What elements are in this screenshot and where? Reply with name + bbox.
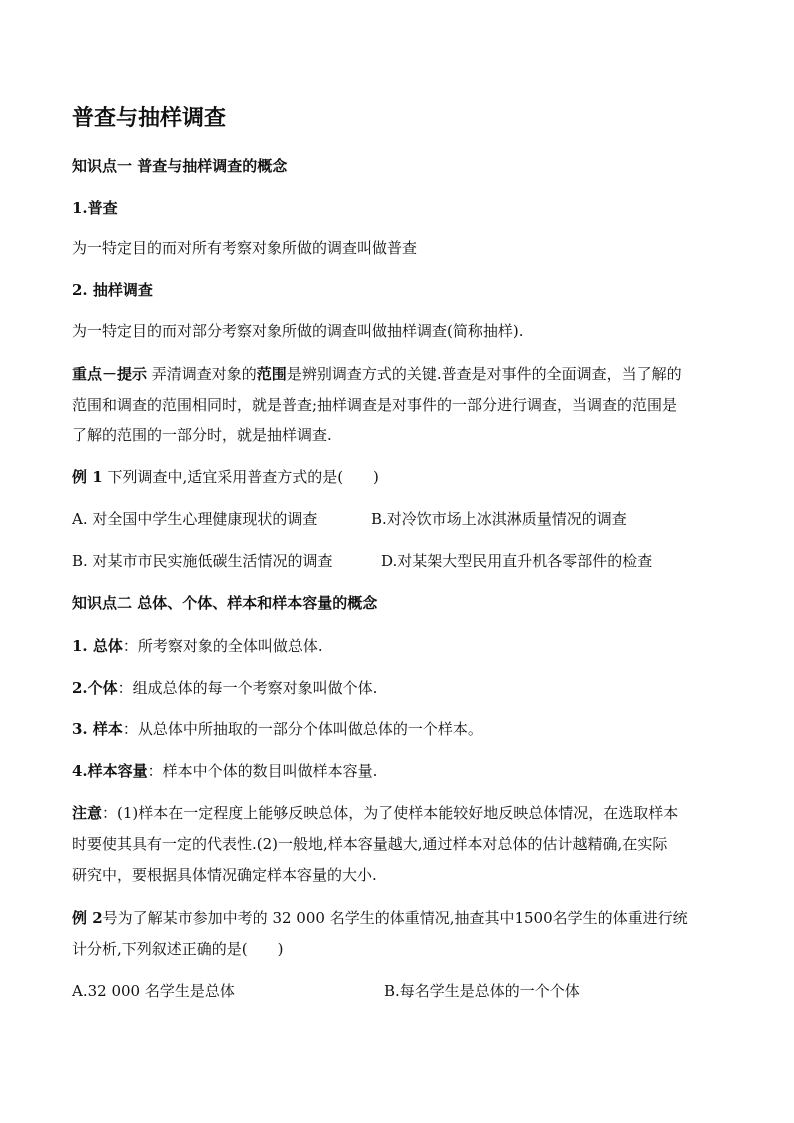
definition-individual-label: 2.个体	[72, 679, 118, 697]
caution-line-1	[72, 803, 678, 823]
definition-population-label: 1. 总体	[72, 637, 123, 655]
definition-sample-size-label: 4.样本容量	[72, 762, 148, 780]
example-1-option-d: D.对某架大型民用直升机各零部件的检查	[381, 552, 653, 570]
key-note-line-1	[72, 364, 682, 384]
definition-sample-label: 3. 样本	[72, 720, 123, 738]
caution-line-2: 时要使其具有一定的代表性.(2)一般地,样本容量越大,通过样本对总体的估计越精确,在实际	[72, 835, 668, 853]
caution-label: 注意	[72, 804, 103, 822]
definition-individual-text: ：组成总体的每一个考察对象叫做个体.	[117, 679, 378, 697]
example-1-text: 下列调查中,适宜采用普查方式的是( )	[102, 468, 379, 486]
definition-sample-size-text: ：样本中个体的数目叫做样本容量.	[147, 762, 378, 780]
definition-population-text: ：所考察对象的全体叫做总体.	[122, 637, 323, 655]
definition-sample-text: ：从总体中所抽取的一部分个体叫做总体的一个样本。	[122, 720, 483, 738]
example-2-question-line-1	[72, 908, 688, 928]
sampling-definition: 为一特定目的而对部分考察对象所做的调查叫做抽样调查(简称抽样).	[72, 322, 524, 340]
key-note-line-3: 了解的范围的一部分时，就是抽样调查.	[72, 426, 332, 444]
section-heading-2: 知识点二 总体、个体、样本和样本容量的概念	[72, 594, 378, 612]
definition-individual	[72, 678, 377, 698]
census-definition: 为一特定目的而对所有考察对象所做的调查叫做普查	[72, 239, 418, 257]
key-note-text-pre: 弄清调查对象的	[147, 365, 257, 383]
definition-sample	[72, 719, 483, 739]
example-1-question	[72, 467, 379, 487]
example-1-label: 例 1	[72, 468, 103, 486]
example-1-option-b: B.对冷饮市场上冰淇淋质量情况的调查	[371, 510, 627, 528]
example-2-option-b: B.每名学生是总体的一个个体	[384, 982, 580, 1000]
example-2-question-line-2: 计分析,下列叙述正确的是( )	[72, 940, 284, 958]
definition-sample-size	[72, 761, 377, 781]
example-1-option-a: A. 对全国中学生心理健康现状的调查	[72, 510, 318, 528]
subsection-title-census: 1.普查	[72, 199, 118, 217]
key-note-line-2: 范围和调查的范围相同时，就是普查;抽样调查是对事件的一部分进行调查，当调查的范围是	[72, 396, 678, 414]
page-title: 普查与抽样调查	[72, 105, 227, 131]
subsection-title-sampling: 2. 抽样调查	[72, 281, 153, 299]
key-note-emphasis: 范围	[256, 365, 287, 383]
example-2-label: 例 2	[72, 909, 103, 927]
definition-population	[72, 636, 323, 656]
example-2-option-a: A.32 000 名学生是总体	[72, 982, 235, 1000]
example-1-option-c: B. 对某市市民实施低碳生活情况的调查	[72, 552, 333, 570]
key-note-label: 重点－提示	[72, 365, 148, 383]
section-heading-1: 知识点一 普查与抽样调查的概念	[72, 157, 288, 175]
caution-line-3: 研究中，要根据具体情况确定样本容量的大小.	[72, 866, 377, 884]
caution-text-1: ：(1)样本在一定程度上能够反映总体，为了使样本能较好地反映总体情况，在选取样本	[102, 804, 679, 822]
example-2-text-1: 号为了解某市参加中考的 32 000 名学生的体重情况,抽查其中1500名学生的体重进行统	[102, 909, 688, 927]
key-note-text-post: 是辨别调查方式的关键.普查是对事件的全面调查，当了解的	[286, 365, 682, 383]
